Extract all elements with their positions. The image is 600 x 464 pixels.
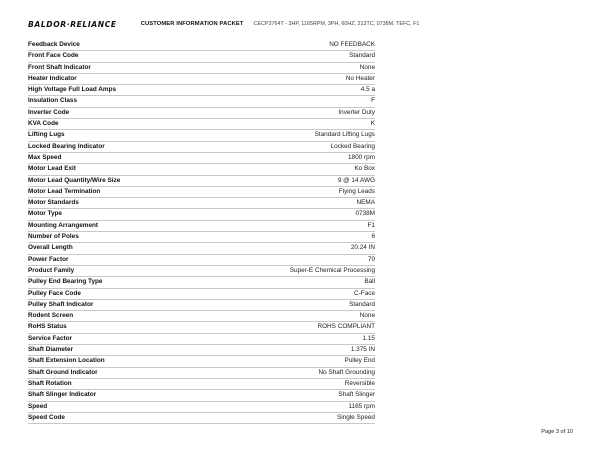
- spec-label: Motor Lead Exit: [28, 164, 208, 175]
- spec-label: Front Shaft Indicator: [28, 62, 208, 73]
- spec-label: Shaft Slinger Indicator: [28, 390, 208, 401]
- spec-label: Front Face Code: [28, 51, 208, 62]
- spec-label: Insulation Class: [28, 96, 208, 107]
- spec-value: Super-E Chemical Processing: [208, 265, 375, 276]
- spec-label: RoHS Status: [28, 322, 208, 333]
- spec-row: [28, 62, 375, 73]
- spec-label: Shaft Rotation: [28, 378, 208, 389]
- spec-row: [28, 311, 375, 322]
- spec-value: 9 @ 14 AWG: [208, 175, 375, 186]
- spec-value: 70: [208, 254, 375, 265]
- spec-label: Product Family: [28, 265, 208, 276]
- spec-value: 1.375 IN: [208, 345, 375, 356]
- spec-value: 1800 rpm: [208, 152, 375, 163]
- spec-value: 4.5 a: [208, 85, 375, 96]
- spec-row: [28, 51, 375, 62]
- spec-value: 20.24 IN: [208, 243, 375, 254]
- spec-value: Flying Leads: [208, 186, 375, 197]
- spec-row: [28, 254, 375, 265]
- spec-label: Shaft Extension Location: [28, 356, 208, 367]
- spec-row: [28, 333, 375, 344]
- spec-value: F1: [208, 220, 375, 231]
- spec-label: Power Factor: [28, 254, 208, 265]
- page-number: Page 3 of 10: [541, 429, 573, 435]
- page-header: [28, 17, 590, 31]
- document-title: CUSTOMER INFORMATION PACKET: [140, 21, 244, 27]
- spec-row: [28, 299, 375, 310]
- spec-label: Pulley End Bearing Type: [28, 277, 208, 288]
- spec-label: Pulley Shaft Indicator: [28, 299, 208, 310]
- spec-row: [28, 119, 375, 130]
- spec-row: [28, 322, 375, 333]
- spec-value: K: [208, 119, 375, 130]
- spec-value: 1165 rpm: [208, 401, 375, 412]
- spec-label: Max Speed: [28, 152, 208, 163]
- spec-label: Speed Code: [28, 412, 208, 423]
- spec-value: Standard: [208, 51, 375, 62]
- spec-row: [28, 412, 375, 423]
- spec-row: [28, 288, 375, 299]
- spec-value: Reversible: [208, 378, 375, 389]
- spec-row: [28, 378, 375, 389]
- spec-row: [28, 164, 375, 175]
- spec-row: [28, 198, 375, 209]
- spec-label: Speed: [28, 401, 208, 412]
- spec-value: Locked Bearing: [208, 141, 375, 152]
- spec-row: [28, 96, 375, 107]
- spec-label: Feedback Device: [28, 40, 208, 51]
- spec-value: 0738M: [208, 209, 375, 220]
- spec-label: High Voltage Full Load Amps: [28, 85, 208, 96]
- spec-value: F: [208, 96, 375, 107]
- spec-row: [28, 345, 375, 356]
- spec-label: Motor Lead Termination: [28, 186, 208, 197]
- spec-value: NEMA: [208, 198, 375, 209]
- spec-label: KVA Code: [28, 119, 208, 130]
- spec-value: ROHS COMPLIANT: [208, 322, 375, 333]
- spec-row: [28, 356, 375, 367]
- spec-label: Service Factor: [28, 333, 208, 344]
- spec-label: Pulley Face Code: [28, 288, 208, 299]
- spec-value: Ko Box: [208, 164, 375, 175]
- spec-label: Overall Length: [28, 243, 208, 254]
- spec-row: [28, 243, 375, 254]
- spec-value: Shaft Slinger: [208, 390, 375, 401]
- spec-value: Single Speed: [208, 412, 375, 423]
- spec-row: [28, 390, 375, 401]
- spec-value: NO FEEDBACK: [208, 40, 375, 51]
- spec-row: [28, 401, 375, 412]
- spec-value: None: [208, 311, 375, 322]
- spec-label: Lifting Lugs: [28, 130, 208, 141]
- spec-value: No Shaft Grounding: [208, 367, 375, 378]
- document-subtitle: CECP3764T - 3HP, 1165RPM, 3PH, 60HZ, 213TC, 0738M, TEFC, F1: [253, 21, 420, 27]
- spec-label: Mounting Arrangement: [28, 220, 208, 231]
- spec-row: [28, 73, 375, 84]
- spec-label: Shaft Diameter: [28, 345, 208, 356]
- spec-value: Pulley End: [208, 356, 375, 367]
- spec-value: Standard Lifting Lugs: [208, 130, 375, 141]
- spec-value: Ball: [208, 277, 375, 288]
- spec-value: 1.15: [208, 333, 375, 344]
- brand-logo: BALDOR·RELIANCE: [28, 19, 117, 29]
- spec-value: None: [208, 62, 375, 73]
- spec-row: [28, 175, 375, 186]
- spec-label: Shaft Ground Indicator: [28, 367, 208, 378]
- spec-value: No Heater: [208, 73, 375, 84]
- spec-row: [28, 85, 375, 96]
- spec-row: [28, 141, 375, 152]
- spec-row: [28, 107, 375, 118]
- spec-row: [28, 220, 375, 231]
- spec-label: Number of Poles: [28, 232, 208, 243]
- spec-label: Rodent Screen: [28, 311, 208, 322]
- spec-value: Standard: [208, 299, 375, 310]
- spec-label: Heater Indicator: [28, 73, 208, 84]
- spec-row: [28, 40, 375, 51]
- spec-label: Motor Type: [28, 209, 208, 220]
- spec-row: [28, 152, 375, 163]
- spec-row: [28, 265, 375, 276]
- spec-label: Motor Lead Quantity/Wire Size: [28, 175, 208, 186]
- spec-value: 6: [208, 232, 375, 243]
- spec-row: [28, 367, 375, 378]
- spec-label: Motor Standards: [28, 198, 208, 209]
- spec-row: [28, 232, 375, 243]
- spec-label: Inverter Code: [28, 107, 208, 118]
- spec-table-body: [28, 40, 375, 424]
- spec-row: [28, 130, 375, 141]
- spec-row: [28, 277, 375, 288]
- spec-label: Locked Bearing Indicator: [28, 141, 208, 152]
- spec-row: [28, 186, 375, 197]
- spec-table: [28, 40, 375, 424]
- spec-value: C-Face: [208, 288, 375, 299]
- spec-value: Inverter Duty: [208, 107, 375, 118]
- spec-row: [28, 209, 375, 220]
